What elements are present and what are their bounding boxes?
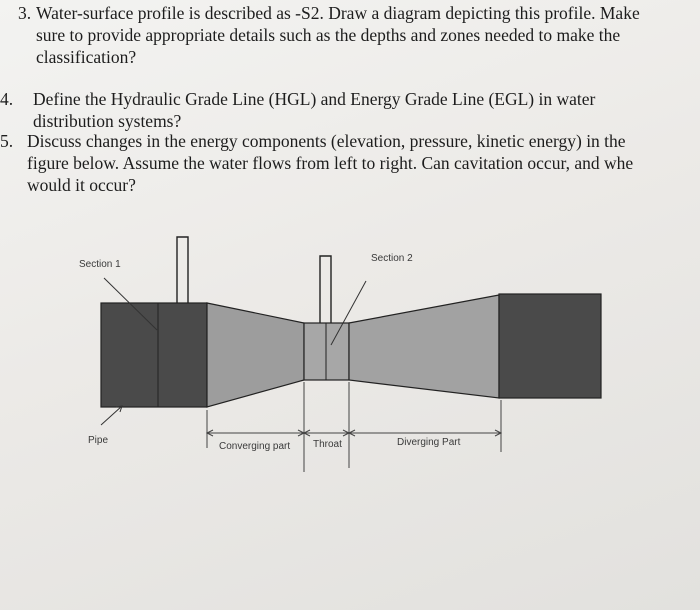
question-line: figure below. Assume the water flows from left to right. Can cavitation occur, and whe [27, 153, 634, 173]
converging-label: Converging part [219, 441, 291, 452]
converging-section [207, 303, 304, 407]
section-1-label: Section 1 [79, 259, 121, 270]
throat-label: Throat [313, 439, 342, 450]
inlet-pipe [101, 303, 207, 407]
question-number: 4. [0, 89, 14, 109]
question-line: classification? [36, 47, 137, 67]
question-line: Define the Hydraulic Grade Line (HGL) and Energy Grade Line (EGL) in water [33, 89, 596, 109]
diverging-label: Diverging Part [397, 437, 461, 448]
piezometer-tube-2 [320, 256, 331, 323]
question-number: 5. [0, 131, 14, 151]
question-line: Discuss changes in the energy components (elevation, pressure, kinetic energy) in the [27, 131, 626, 151]
pipe-leader [101, 406, 122, 425]
diverging-section [349, 295, 499, 398]
question-number: 3. [18, 3, 32, 23]
section-2-label: Section 2 [371, 253, 413, 264]
piezometer-tube-1 [177, 237, 188, 303]
question-line: would it occur? [27, 175, 136, 195]
question-line: sure to provide appropriate details such as the depths and zones needed to make the [36, 25, 621, 45]
question-line: distribution systems? [33, 111, 182, 131]
outlet-pipe [499, 294, 601, 398]
question-line: Water-surface profile is described as -S2. Draw a diagram depicting this profile. Make [36, 3, 640, 23]
pipe-label: Pipe [88, 435, 109, 446]
